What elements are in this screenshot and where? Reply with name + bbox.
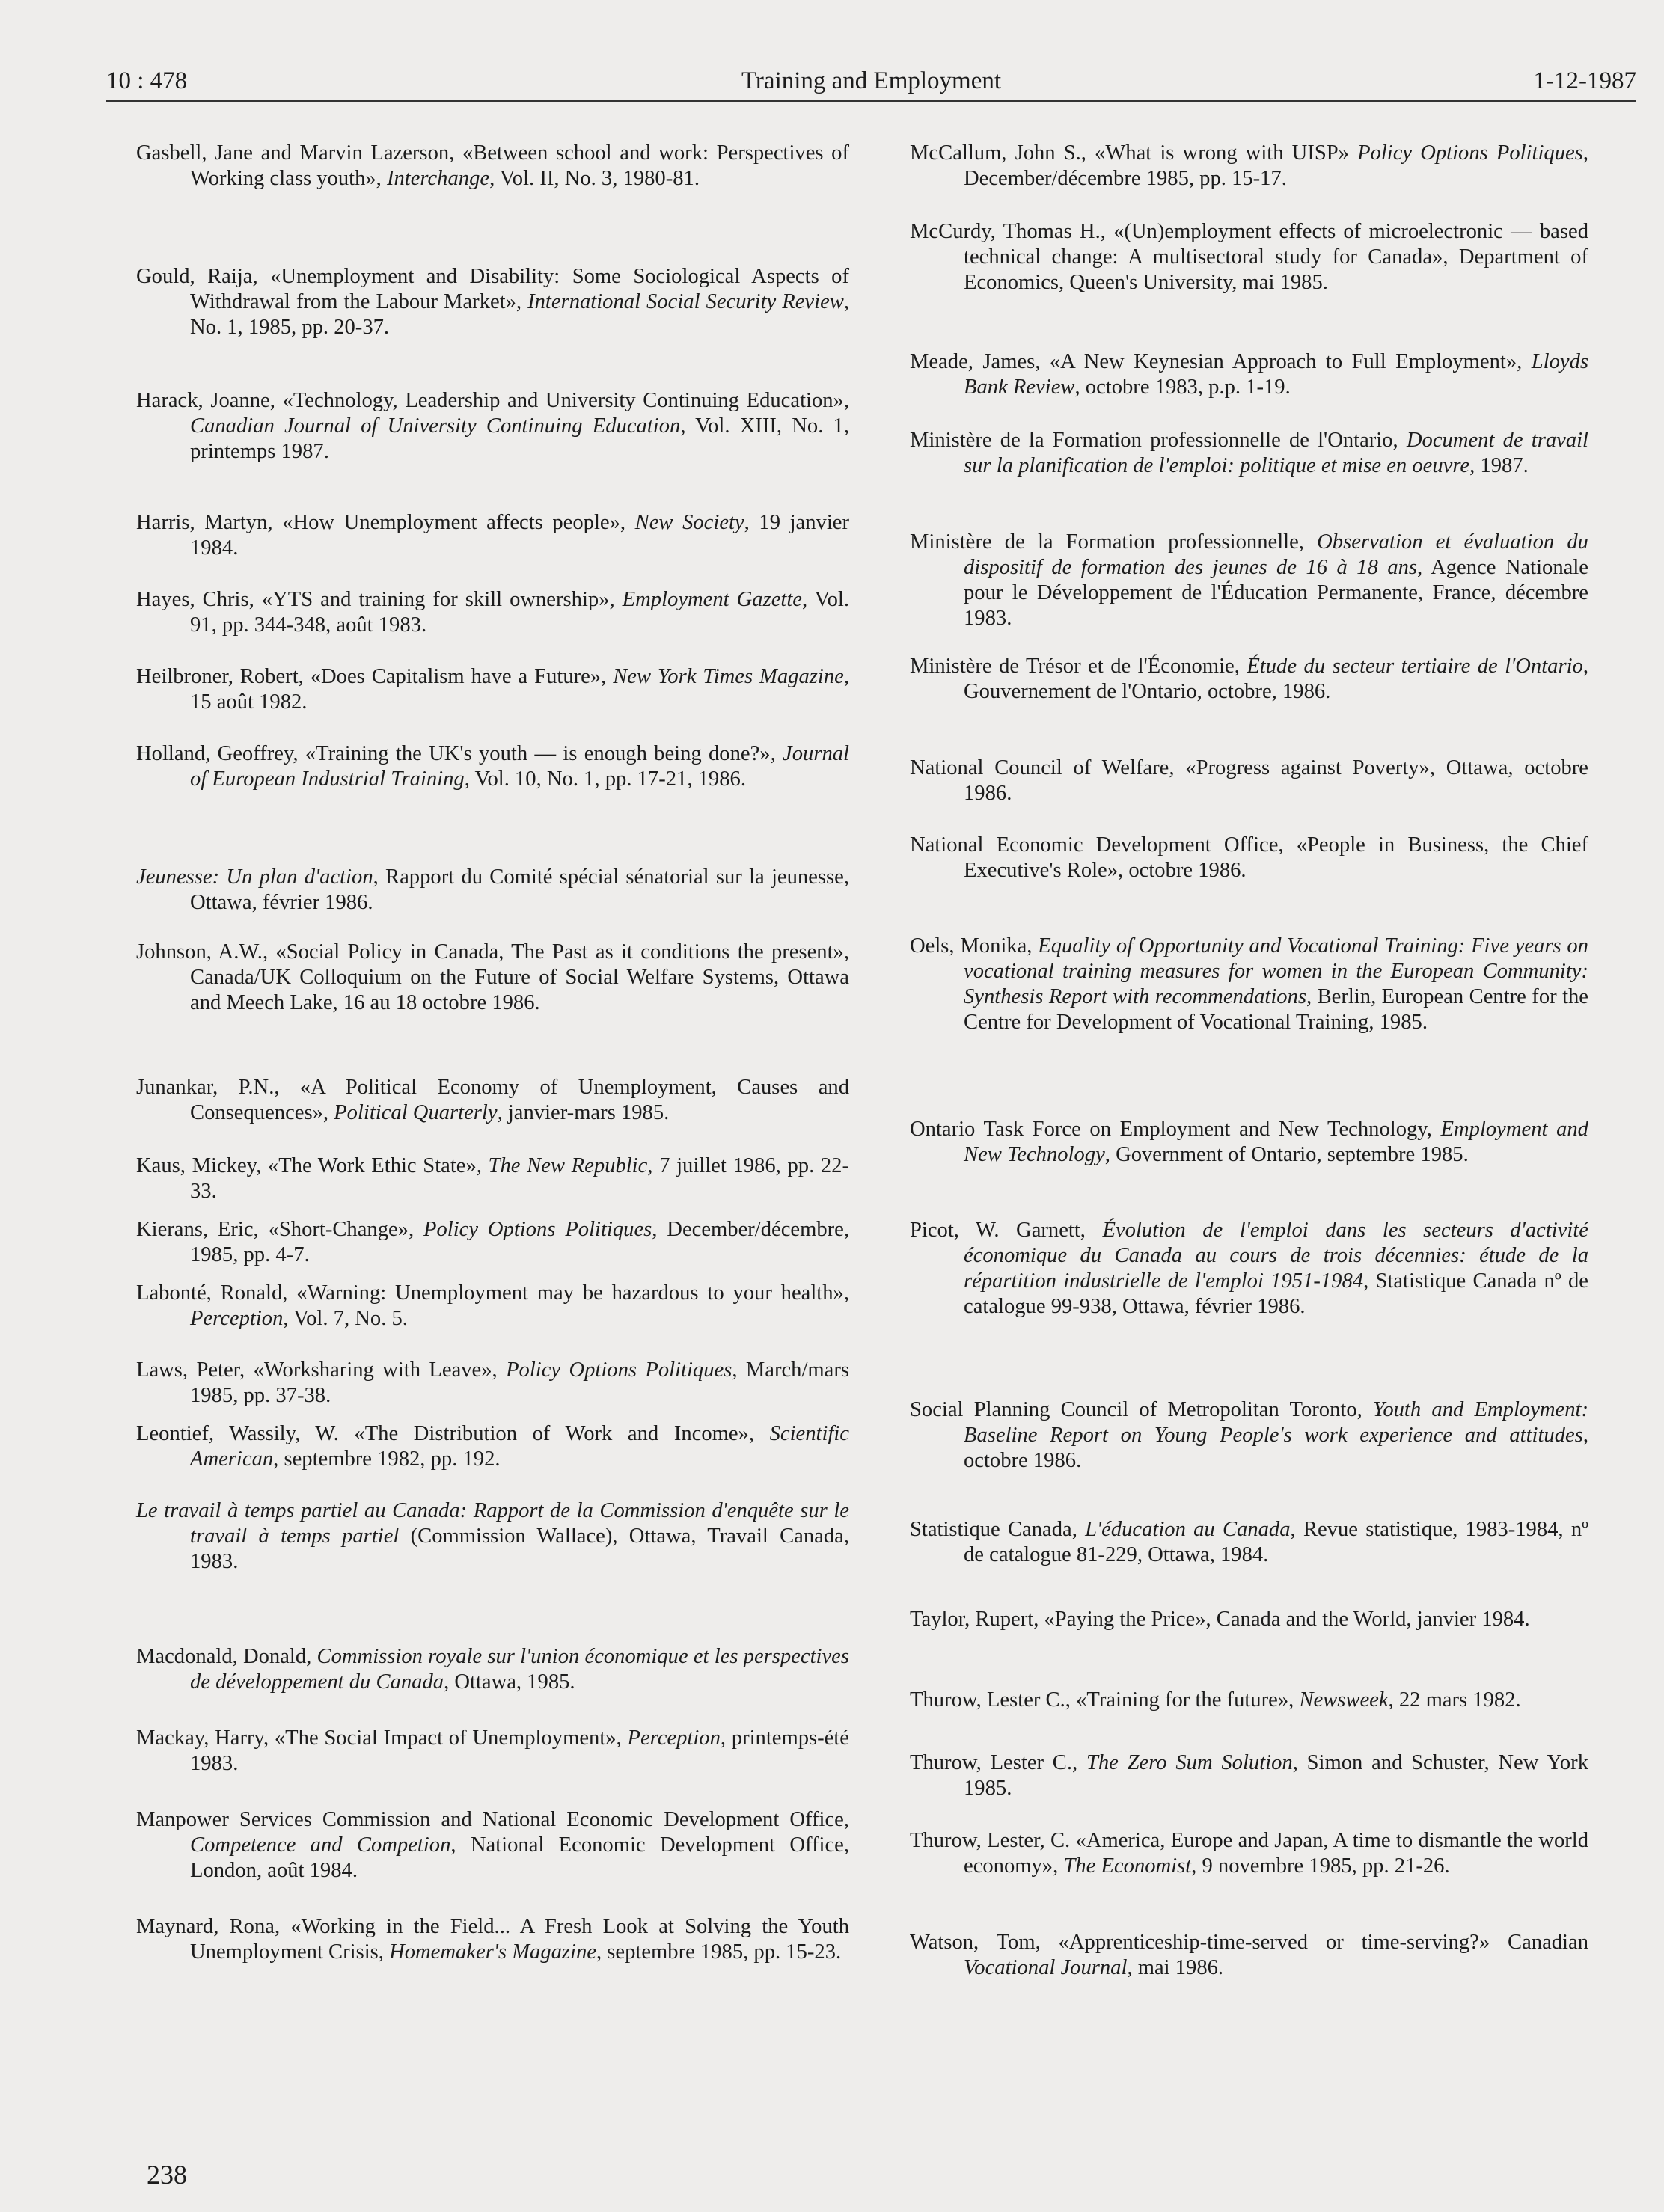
entry-text: Kierans, Eric, «Short-Change», <box>136 1218 424 1241</box>
entry-text: , 1987. <box>1469 454 1529 477</box>
entry-text: Harack, Joanne, «Technology, Leadership and University Continuing Education», <box>136 389 849 412</box>
entry-title: Étude du secteur tertiaire de l'Ontario <box>1247 655 1583 678</box>
entry-text: , 9 novembre 1985, pp. 21-26. <box>1191 1854 1450 1878</box>
bibliography-entry <box>910 1517 1588 1568</box>
entry-text: Holland, Geoffrey, «Training the UK's youth — is enough being done?», <box>136 742 783 765</box>
entry-text: Picot, W. Garnett, <box>910 1219 1103 1242</box>
entry-title: New Society <box>634 511 744 534</box>
entry-text: Labonté, Ronald, «Warning: Unemployment may be hazardous to your health», <box>136 1281 849 1305</box>
entry-text: , Simon and Schuster, New York 1985. <box>964 1751 1588 1800</box>
entry-title: Lloyds Bank Review <box>964 350 1588 399</box>
entry-text: Maynard, Rona, «Working in the Field... A Fresh Look at Solving the Youth Unemployment Crisis, <box>136 1915 849 1964</box>
entry-text: , octobre 1986. <box>964 1424 1588 1472</box>
entry-text: Mackay, Harry, «The Social Impact of Unemployment», <box>136 1727 628 1750</box>
bibliography-entry <box>910 654 1588 705</box>
entry-text: Taylor, Rupert, «Paying the Price», Canada and the World, janvier 1984. <box>910 1608 1530 1631</box>
entry-text: , December/décembre 1985, pp. 15-17. <box>964 141 1588 190</box>
entry-text: Ministère de la Formation professionnelle de l'Ontario, <box>910 429 1407 452</box>
entry-text: , septembre 1982, pp. 192. <box>273 1447 501 1471</box>
entry-text: , 15 août 1982. <box>190 665 849 714</box>
entry-text: Social Planning Council of Metropolitan Toronto, <box>910 1398 1374 1421</box>
bibliography-entry <box>910 934 1588 1035</box>
entry-text: National Economic Development Office, «People in Business, the Chief Executive's Role», octobre 1986. <box>910 833 1588 882</box>
bibliography-entry <box>910 219 1588 295</box>
entry-title: The Zero Sum Solution <box>1086 1751 1293 1774</box>
entry-title: Political Quarterly <box>334 1101 498 1124</box>
entry-text: , Vol. 10, No. 1, pp. 17-21, 1986. <box>464 768 746 791</box>
entry-title: Equality of Opportunity and Vocational Training: Five years on vocational training measures for women in the European Community: Synthesis Report with recommendations <box>964 934 1588 1008</box>
entry-text: , Rapport du Comité spécial sénatorial sur la jeunesse, Ottawa, février 1986. <box>190 866 849 914</box>
bibliography-entry <box>136 1358 849 1409</box>
bibliography-entry <box>910 428 1588 479</box>
entry-title: Document de travail sur la planification de l'emploi: politique et mise en oeuvre <box>964 429 1589 477</box>
entry-text: , janvier-mars 1985. <box>497 1101 670 1124</box>
entry-text: , Ottawa, 1985. <box>444 1670 575 1694</box>
bibliography-entry <box>910 1117 1588 1168</box>
entry-text: , Government of Ontario, septembre 1985. <box>1104 1143 1469 1166</box>
header-title: Training and Employment <box>741 67 1002 94</box>
bibliography-entry <box>136 1421 849 1472</box>
bibliography-entry <box>910 833 1588 883</box>
bibliography-entry <box>910 1688 1588 1713</box>
bibliography-entry <box>136 264 849 340</box>
entry-text: , mai 1986. <box>1127 1956 1224 1979</box>
header-page-ref: 10 : 478 <box>106 67 188 94</box>
entry-text: , octobre 1983, p.p. 1-19. <box>1074 376 1291 399</box>
entry-text: , Vol. 91, pp. 344-348, août 1983. <box>190 588 849 637</box>
header-date: 1-12-1987 <box>1533 67 1636 94</box>
bibliography-entry <box>136 1217 849 1268</box>
bibliography-entry <box>136 664 849 715</box>
entry-text: , Vol. XIII, No. 1, printemps 1987. <box>190 414 849 463</box>
entry-text: Johnson, A.W., «Social Policy in Canada, The Past as it conditions the present», Canada/UK Colloquium on the Future of Social Welfare Systems, Ottawa and Meech Lake, 16 au 18 octobre 1986. <box>136 940 849 1014</box>
entry-text: Macdonald, Donald, <box>136 1645 317 1668</box>
entry-text: , 22 mars 1982. <box>1388 1688 1521 1712</box>
entry-title: Journal of European Industrial Training <box>190 742 849 791</box>
page-number: 238 <box>147 2160 187 2190</box>
entry-text: Statistique Canada, <box>910 1518 1086 1541</box>
bibliography-entry <box>910 1750 1588 1801</box>
entry-title: Évolution de l'emploi dans les secteurs d'activité économique du Canada au cours de trois décennies: étude de la répartition industrielle de l'emploi 1951-1984 <box>964 1219 1588 1293</box>
entry-text: , printemps-été 1983. <box>190 1727 849 1775</box>
entry-text: Thurow, Lester, C. «America, Europe and Japan, A time to dismantle the world economy», <box>910 1829 1588 1878</box>
entry-title: Scientific American <box>190 1422 849 1471</box>
running-header <box>106 64 1636 102</box>
bibliography-entry <box>136 1154 849 1204</box>
entry-text: Hayes, Chris, «YTS and training for skill ownership», <box>136 588 623 611</box>
bibliography-entry <box>136 741 849 792</box>
entry-text: (Commission Wallace), Ottawa, Travail Canada, 1983. <box>190 1525 849 1573</box>
bibliography-entry <box>910 756 1588 806</box>
entry-title: Policy Options Politiques <box>506 1358 732 1382</box>
bibliography-entry <box>910 1607 1588 1632</box>
bibliography-entry <box>136 1281 849 1332</box>
bibliography-entry <box>910 1218 1588 1320</box>
bibliography-entry <box>136 1075 849 1126</box>
bibliography-entry <box>136 940 849 1016</box>
entry-text: Oels, Monika, <box>910 934 1039 958</box>
entry-text: Gould, Raija, «Unemployment and Disability: Some Sociological Aspects of Withdrawal from the Labour Market», <box>136 265 849 313</box>
bibliography-entry <box>136 1726 849 1777</box>
entry-text: , septembre 1985, pp. 15-23. <box>596 1940 842 1964</box>
entry-title: The Economist <box>1063 1854 1192 1878</box>
entry-title: Newsweek <box>1299 1688 1389 1712</box>
bibliography-entry <box>910 141 1588 192</box>
entry-text: Thurow, Lester C., «Training for the future», <box>910 1688 1300 1712</box>
bibliography-entry <box>136 1914 849 1965</box>
bibliography-entry <box>910 1397 1588 1474</box>
entry-title: Perception <box>627 1727 721 1750</box>
entry-title: Commission royale sur l'union économique et les perspectives de développement du Canada <box>190 1645 850 1694</box>
bibliography-entry <box>136 1498 849 1575</box>
entry-text: Ministère de Trésor et de l'Économie, <box>910 655 1247 678</box>
bibliography-entry <box>136 388 849 465</box>
entry-text: Thurow, Lester C., <box>910 1751 1086 1774</box>
entry-text: , 19 janvier 1984. <box>190 511 849 560</box>
entry-title: Youth and Employment: Baseline Report on Young People's work experience and attitudes <box>964 1398 1588 1447</box>
entry-text: , 7 juillet 1986, pp. 22-33. <box>190 1154 850 1203</box>
entry-text: Meade, James, «A New Keynesian Approach to Full Employment», <box>910 350 1532 373</box>
entry-text: , Vol. 7, No. 5. <box>283 1307 408 1330</box>
bibliography-entry <box>910 530 1588 631</box>
entry-text: McCurdy, Thomas H., «(Un)employment effects of microelectronic — based technical change: A multisectoral study for Canada», Department of Economics, Queen's University, mai 1985. <box>910 220 1588 294</box>
entry-text: Ministère de la Formation professionnelle, <box>910 530 1318 554</box>
entry-title: Observation et évaluation du dispositif de formation des jeunes de 16 à 18 ans <box>964 530 1588 579</box>
entry-title: Policy Options Politiques <box>423 1218 652 1241</box>
entry-title: L'éducation au Canada <box>1085 1518 1291 1541</box>
entry-title: Canadian Journal of University Continuing Education <box>190 414 681 438</box>
entry-text: Manpower Services Commission and National Economic Development Office, <box>136 1808 849 1831</box>
entry-title: Jeunesse: Un plan d'action <box>136 866 373 889</box>
entry-text: Heilbroner, Robert, «Does Capitalism have a Future», <box>136 665 614 688</box>
entry-text: Kaus, Mickey, «The Work Ethic State», <box>136 1154 489 1177</box>
entry-text: McCallum, John S., «What is wrong with UISP» <box>910 141 1358 165</box>
bibliography-entry <box>136 587 849 638</box>
entry-text: , National Economic Development Office, London, août 1984. <box>190 1833 849 1882</box>
entry-title: Policy Options Politiques <box>1357 141 1583 165</box>
entry-text: , Berlin, European Centre for the Centre for Development of Vocational Training, 1985. <box>964 985 1588 1034</box>
entry-text: Laws, Peter, «Worksharing with Leave», <box>136 1358 507 1382</box>
entry-text: , Statistique Canada nº de catalogue 99-938, Ottawa, février 1986. <box>964 1269 1588 1318</box>
entry-text: Gasbell, Jane and Marvin Lazerson, «Between school and work: Perspectives of Working class youth», <box>136 141 849 190</box>
header-rule <box>106 100 1636 102</box>
entry-text: , Revue statistique, 1983-1984, nº de catalogue 81-229, Ottawa, 1984. <box>964 1518 1588 1566</box>
entry-text: , Vol. II, No. 3, 1980-81. <box>489 167 700 190</box>
entry-title: Vocational Journal <box>964 1956 1128 1979</box>
entry-title: Competence and Competion <box>190 1833 451 1857</box>
bibliography-entry <box>910 1828 1588 1879</box>
entry-title: Le travail à temps partiel au Canada: Rapport de la Commission d'enquête sur le travail à temps partiel <box>136 1499 849 1548</box>
bibliography-entry <box>910 1930 1588 1981</box>
entry-title: Employment Gazette <box>622 588 802 611</box>
bibliography-entry <box>136 1644 849 1695</box>
bibliography-entry <box>136 510 849 561</box>
entry-title: New York Times Magazine <box>613 665 844 688</box>
entry-text: , Agence Nationale pour le Développement de l'Éducation Permanente, France, décembre 1983. <box>964 556 1588 630</box>
entry-text: , March/mars 1985, pp. 37-38. <box>190 1358 850 1407</box>
bibliography-entry <box>910 349 1588 400</box>
entry-title: Interchange <box>386 167 490 190</box>
entry-text: , Gouvernement de l'Ontario, octobre, 1986. <box>964 655 1588 703</box>
bibliography-entry <box>136 1807 849 1884</box>
entry-text: Harris, Martyn, «How Unemployment affects people», <box>136 511 635 534</box>
entry-title: International Social Security Review <box>527 290 844 313</box>
entry-text: Watson, Tom, «Apprenticeship-time-served or time-serving?» Canadian <box>910 1931 1588 1954</box>
entry-title: Homemaker's Magazine <box>389 1940 596 1964</box>
entry-title: Employment and New Technology <box>964 1118 1588 1166</box>
bibliography-entry <box>136 865 849 916</box>
entry-title: The New Republic <box>488 1154 648 1177</box>
entry-text: Leontief, Wassily, W. «The Distribution of Work and Income», <box>136 1422 770 1445</box>
entry-title: Perception <box>190 1307 284 1330</box>
entry-text: , No. 1, 1985, pp. 20-37. <box>190 290 849 339</box>
entry-text: Ontario Task Force on Employment and New Technology, <box>910 1118 1441 1141</box>
entry-text: , December/décembre, 1985, pp. 4-7. <box>190 1218 849 1266</box>
entry-text: Junankar, P.N., «A Political Economy of Unemployment, Causes and Consequences», <box>136 1076 849 1124</box>
bibliography-entry <box>136 141 849 192</box>
entry-text: National Council of Welfare, «Progress against Poverty», Ottawa, octobre 1986. <box>910 756 1588 805</box>
